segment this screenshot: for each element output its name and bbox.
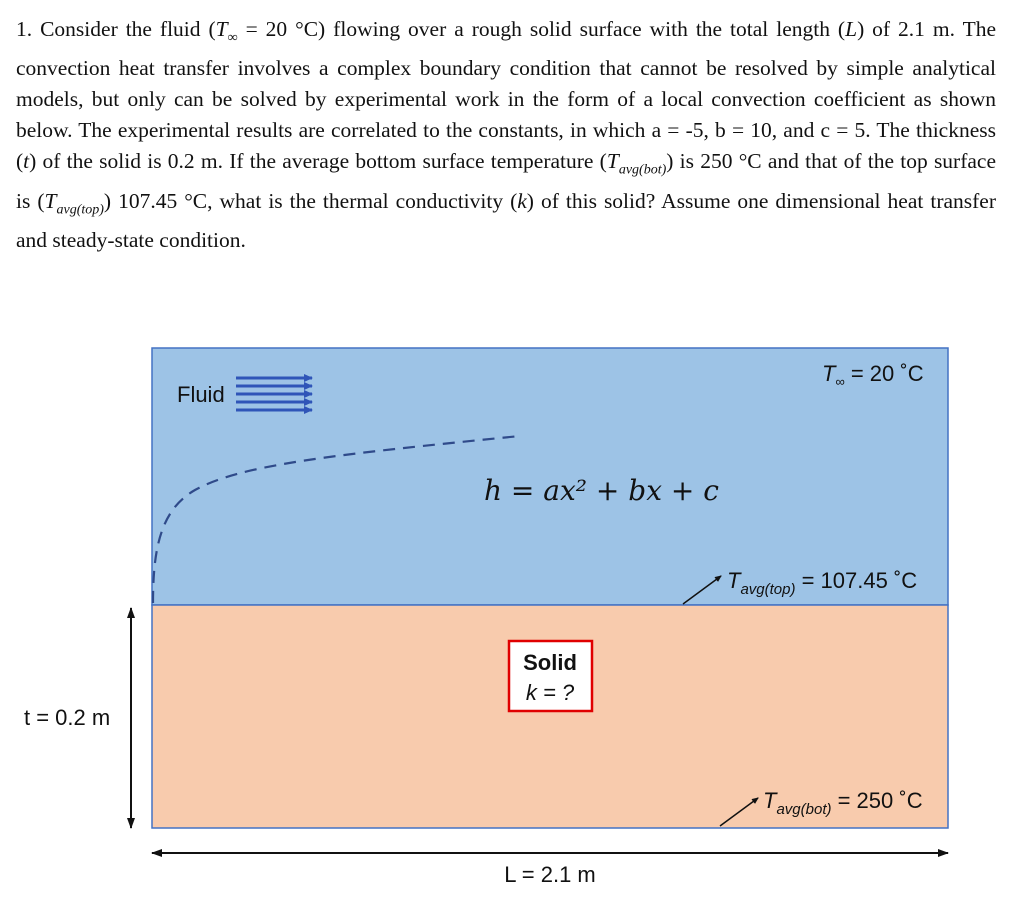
t-inf-symbol: T [215, 17, 228, 41]
thickness-symbol: t [23, 149, 30, 174]
problem-text-1: Consider the fluid ( [40, 17, 216, 41]
solid-label: Solid [523, 650, 577, 675]
t-top-subscript: avg(top) [56, 201, 104, 217]
t-inf-label: $T_\infty = 20$ ˚C [822, 361, 924, 389]
problem-text-3: ) of 2.1 m. The convection heat transfer involves a complex boundary condition that cannot be resolved by simple analytical models, but only can be solved by experimental work in the form of a local convection coefficient as shown below. The experimental results are correlated to the constants, in which a = -5, b = 10, and c = 5. The thickness ( [16, 17, 996, 174]
problem-text-4: ) of the solid is 0.2 m. If the average bottom surface temperature ( [29, 149, 607, 174]
t-bot-subscript: avg(bot) [618, 162, 667, 178]
thickness-label: t = 0.2 m [24, 705, 111, 730]
t-top-symbol: T [44, 188, 57, 213]
length-label: L = 2.1 m [504, 862, 596, 887]
solid-region [152, 605, 948, 828]
problem-number: 1. [16, 17, 33, 41]
problem-text-5: ) is 250 °C and that of the top surface is ( [16, 149, 997, 213]
t-inf-subscript: ∞ [227, 30, 238, 46]
problem-text-2: = 20 °C) flowing over a rough solid surface with the total length ( [237, 17, 846, 41]
t-top-label: $T_{avg(top)} = 107.45$ ˚C [727, 568, 918, 598]
conductivity-symbol: k [517, 188, 527, 213]
problem-text-7: ) of this solid? Assume one dimensional heat transfer and steady-state condition. [16, 188, 997, 252]
length-symbol: L [845, 17, 858, 41]
problem-text-6: ) 107.45 °C, what is the thermal conductivity ( [103, 188, 518, 213]
t-bot-label: $T_{avg(bot)} = 250$ ˚C [763, 788, 923, 818]
fluid-label: Fluid [177, 382, 225, 407]
conductivity-label: k = ? [525, 680, 575, 705]
t-bot-symbol: T [606, 149, 619, 174]
convection-equation: h = ax² + bx + c [484, 474, 719, 507]
